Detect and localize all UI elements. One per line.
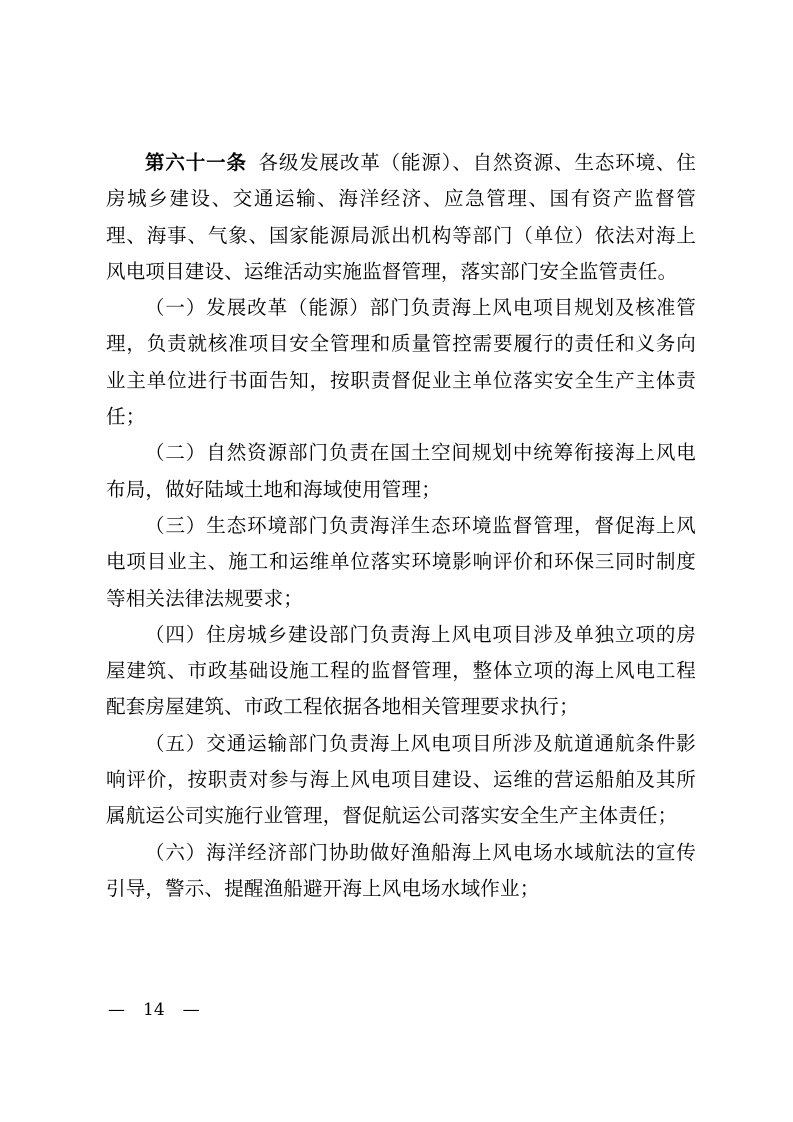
footer-dash-right: — [182, 1000, 200, 1020]
list-item: （一）发展改革（能源）部门负责海上风电项目规划及核准管理，负责就核准项目安全管理和质量管控需要履行的责任和义务向业主单位进行书面告知，按职责督促业主单位落实安全生产主体责任； [106, 296, 696, 429]
page-number: 14 [143, 1000, 165, 1020]
article-paragraph [106, 145, 696, 290]
document-body [106, 145, 696, 907]
footer-dash-left: — [108, 1000, 125, 1020]
article-title: 第六十一条 [145, 151, 247, 174]
list-item: （二）自然资源部门负责在国土空间规划中统筹衔接海上风电布局，做好陆域土地和海域使用管理； [106, 441, 696, 501]
list-item: （六）海洋经济部门协助做好渔船海上风电场水域航法的宣传引导，警示、提醒渔船避开海上风电场水域作业； [106, 840, 696, 900]
article-intro: 各级发展改革（能源）、自然资源、生态环境、住房城乡建设、交通运输、海洋经济、应急管理、国有资产监督管理、海事、气象、国家能源局派出机构等部门（单位）依法对海上风电项目建设、运维活动实施监督管理，落实部门安全监管责任。 [106, 151, 696, 283]
list-item: （三）生态环境部门负责海洋生态环境监督管理，督促海上风电项目业主、施工和运维单位落实环境影响评价和环保三同时制度等相关法律法规要求； [106, 513, 696, 610]
list-item: （五）交通运输部门负责海上风电项目所涉及航道通航条件影响评价，按职责对参与海上风电项目建设、运维的营运船舶及其所属航运公司实施行业管理，督促航运公司落实安全生产主体责任； [106, 731, 696, 828]
list-item: （四）住房城乡建设部门负责海上风电项目涉及单独立项的房屋建筑、市政基础设施工程的监督管理，整体立项的海上风电工程配套房屋建筑、市政工程依据各地相关管理要求执行； [106, 622, 696, 719]
page-footer [108, 1000, 200, 1020]
